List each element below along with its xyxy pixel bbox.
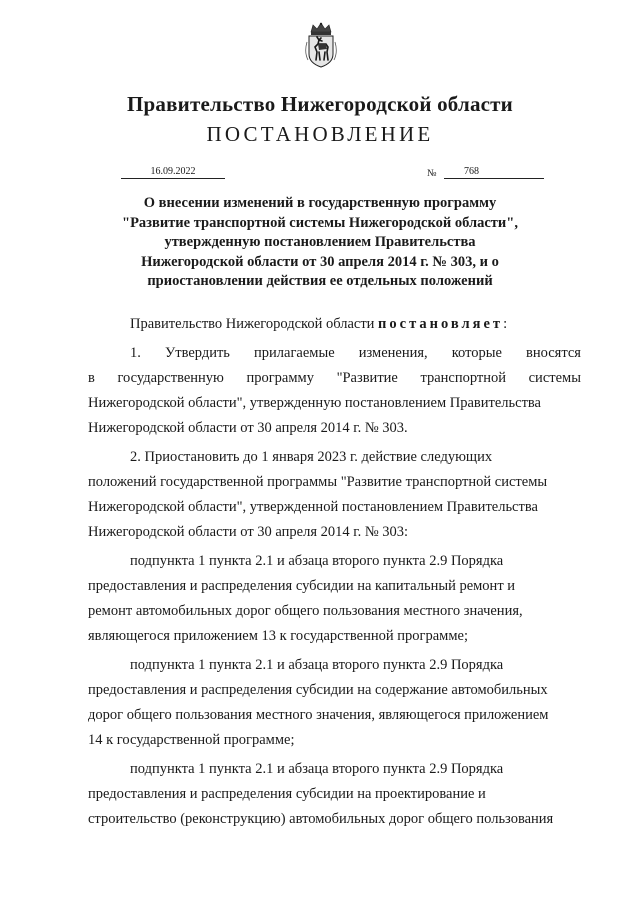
intro-paragraph bbox=[88, 312, 581, 337]
nizhny-novgorod-coat-of-arms-icon bbox=[304, 22, 338, 68]
intro-colon: : bbox=[503, 316, 508, 332]
subitem-1-line: являющегося приложением 13 к государственной программе; bbox=[88, 628, 468, 644]
subitem-2-line: предоставления и распределения субсидии на содержание автомобильных bbox=[88, 682, 548, 698]
title-line: приостановлении действия ее отдельных положений bbox=[147, 273, 493, 289]
number-sign: № bbox=[427, 168, 437, 179]
document-date: 16.09.2022 bbox=[121, 166, 225, 179]
paragraph-1-line: 1. Утвердить прилагаемые изменения, которые вносятся bbox=[130, 345, 581, 361]
subitem-3-line: строительство (реконструкцию) автомобильных дорог общего пользования bbox=[88, 811, 554, 827]
paragraph-1-line: Нижегородской области", утвержденную постановлением Правительства bbox=[88, 395, 541, 411]
title-line: О внесении изменений в государственную программу bbox=[143, 195, 497, 211]
paragraph-1-line: в государственную программу "Развитие транспортной системы bbox=[88, 370, 581, 386]
subitem-1-line: ремонт автомобильных дорог общего пользования местного значения, bbox=[88, 603, 523, 619]
document-title bbox=[100, 194, 540, 292]
subitem-3-line: предоставления и распределения субсидии на проектирование и bbox=[88, 786, 486, 802]
subitem-3-line: подпункта 1 пункта 2.1 и абзаца второго пункта 2.9 Порядка bbox=[130, 761, 504, 777]
paragraph-2-line: 2. Приостановить до 1 января 2023 г. действие следующих bbox=[130, 449, 493, 465]
paragraph-1-line: Нижегородской области от 30 апреля 2014 г. № 303. bbox=[88, 420, 408, 436]
paragraph-2-line: Нижегородской области", утвержденной постановлением Правительства bbox=[88, 499, 538, 515]
subitem-2-line: подпункта 1 пункта 2.1 и абзаца второго пункта 2.9 Порядка bbox=[130, 657, 504, 673]
title-line: Нижегородской области от 30 апреля 2014 г. № 303, и о bbox=[141, 253, 499, 270]
subitem-2-line: дорог общего пользования местного значения, являющегося приложением bbox=[88, 707, 549, 723]
document-type: ПОСТАНОВЛЕНИЕ bbox=[206, 122, 434, 146]
organization-name: Правительство Нижегородской области bbox=[127, 92, 513, 116]
document-number: 768 bbox=[444, 166, 544, 179]
subitem-1-line: предоставления и распределения субсидии на капитальный ремонт и bbox=[88, 578, 516, 594]
paragraph-2-line: Нижегородской области от 30 апреля 2014 г. № 303: bbox=[88, 524, 409, 540]
document-body bbox=[88, 312, 581, 832]
subitem-2-line: 14 к государственной программе; bbox=[88, 732, 295, 748]
paragraph-2-line: положений государственной программы "Развитие транспортной системы bbox=[88, 474, 548, 490]
subitem-1-line: подпункта 1 пункта 2.1 и абзаца второго пункта 2.9 Порядка bbox=[130, 553, 504, 569]
title-line: утвержденную постановлением Правительства bbox=[164, 234, 476, 250]
intro-keyword: постановляет bbox=[378, 316, 504, 332]
intro-text: Правительство Нижегородской области bbox=[130, 316, 379, 332]
title-line: "Развитие транспортной системы Нижегородской области", bbox=[122, 214, 518, 231]
